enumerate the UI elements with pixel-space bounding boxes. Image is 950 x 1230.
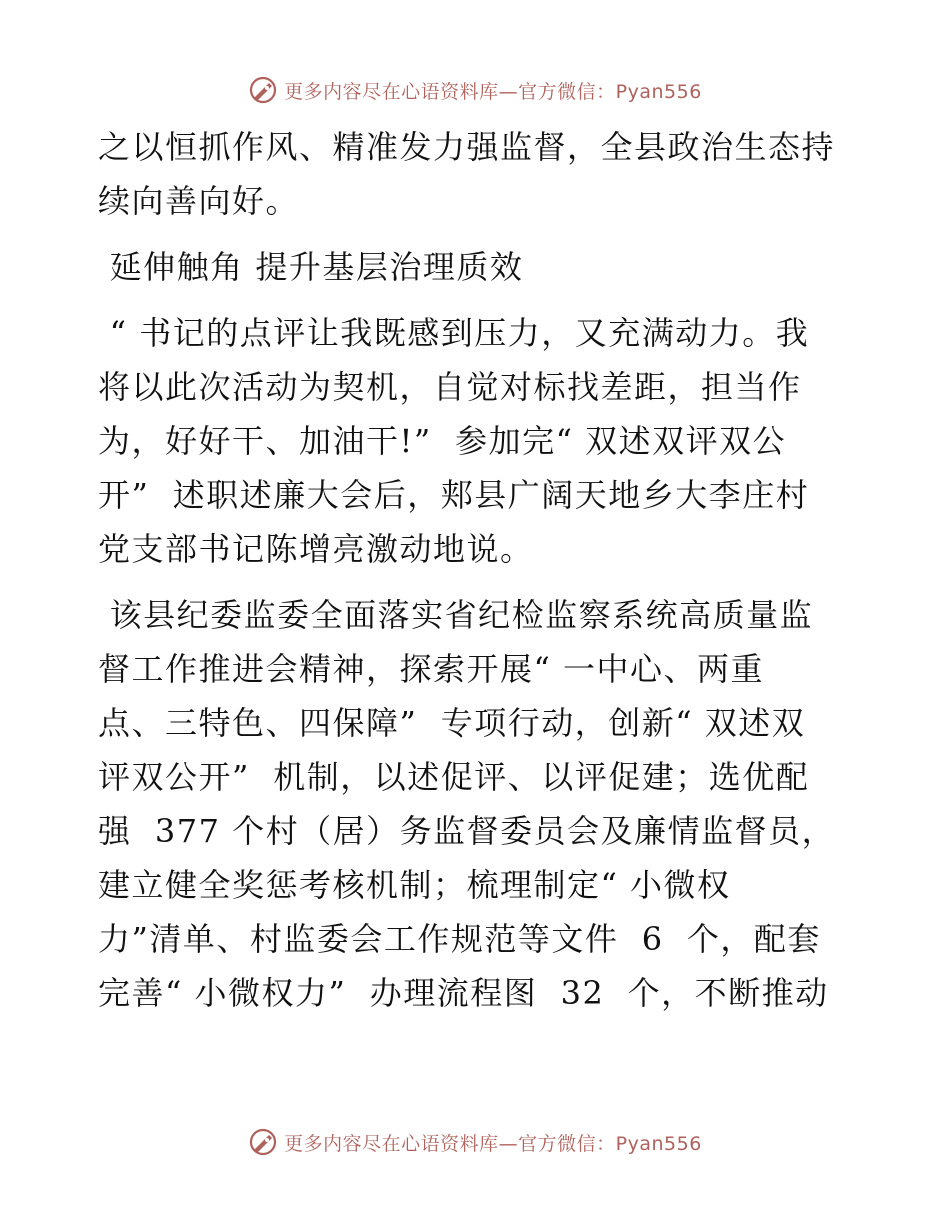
paragraph [98,120,858,228]
quill-pen-logo-icon [248,1127,278,1157]
text-line: 开” 述职述廉大会后，郏县广阔天地乡大李庄村 [98,476,810,514]
watermark-text: 更多内容尽在心语资料库—官方微信：Pyan556 [284,80,702,103]
text-line: 续向善向好。 [98,182,300,220]
section-heading [98,240,858,294]
text-line: 强 377 个村（居）务监督委员会及廉情监督员， [98,812,836,850]
text-line: 点、三特色、四保障” 专项行动，创新“ 双述双 [98,704,806,742]
document-body [98,120,858,1020]
quill-pen-logo-icon [248,75,278,105]
text-line: 将以此次活动为契机，自觉对标找差距，担当作 [98,368,802,406]
text-line: 建立健全奖惩考核机制；梳理制定“ 小微权 [98,866,731,904]
header-watermark [0,70,950,110]
text-line: 督工作推进会精神，探索开展“ 一中心、两重 [98,650,765,688]
heading-line: 延伸触角 提升基层治理质效 [98,248,524,286]
paragraph [98,306,858,576]
text-line: 为，好好干、加油干!” 参加完“ 双述双评双公 [98,422,787,460]
text-line: 完善“ 小微权力” 办理流程图 32 个，不断推动 [98,974,829,1012]
text-line: 之以恒抓作风、精准发力强监督，全县政治生态持 [98,128,836,166]
text-line: “ 书记的点评让我既感到压力，又充满动力。我 [98,314,810,352]
footer-watermark [0,1122,950,1162]
watermark-text: 更多内容尽在心语资料库—官方微信：Pyan556 [284,1132,702,1155]
text-line: 评双公开” 机制，以述促评、以评促建；选优配 [98,758,810,796]
text-line: 党支部书记陈增亮激动地说。 [98,530,534,568]
paragraph [98,588,858,1020]
text-line: 力”清单、村监委会工作规范等文件 6 个，配套 [98,920,821,958]
text-line: 该县纪委监委全面落实省纪检监察系统高质量监 [98,596,814,634]
